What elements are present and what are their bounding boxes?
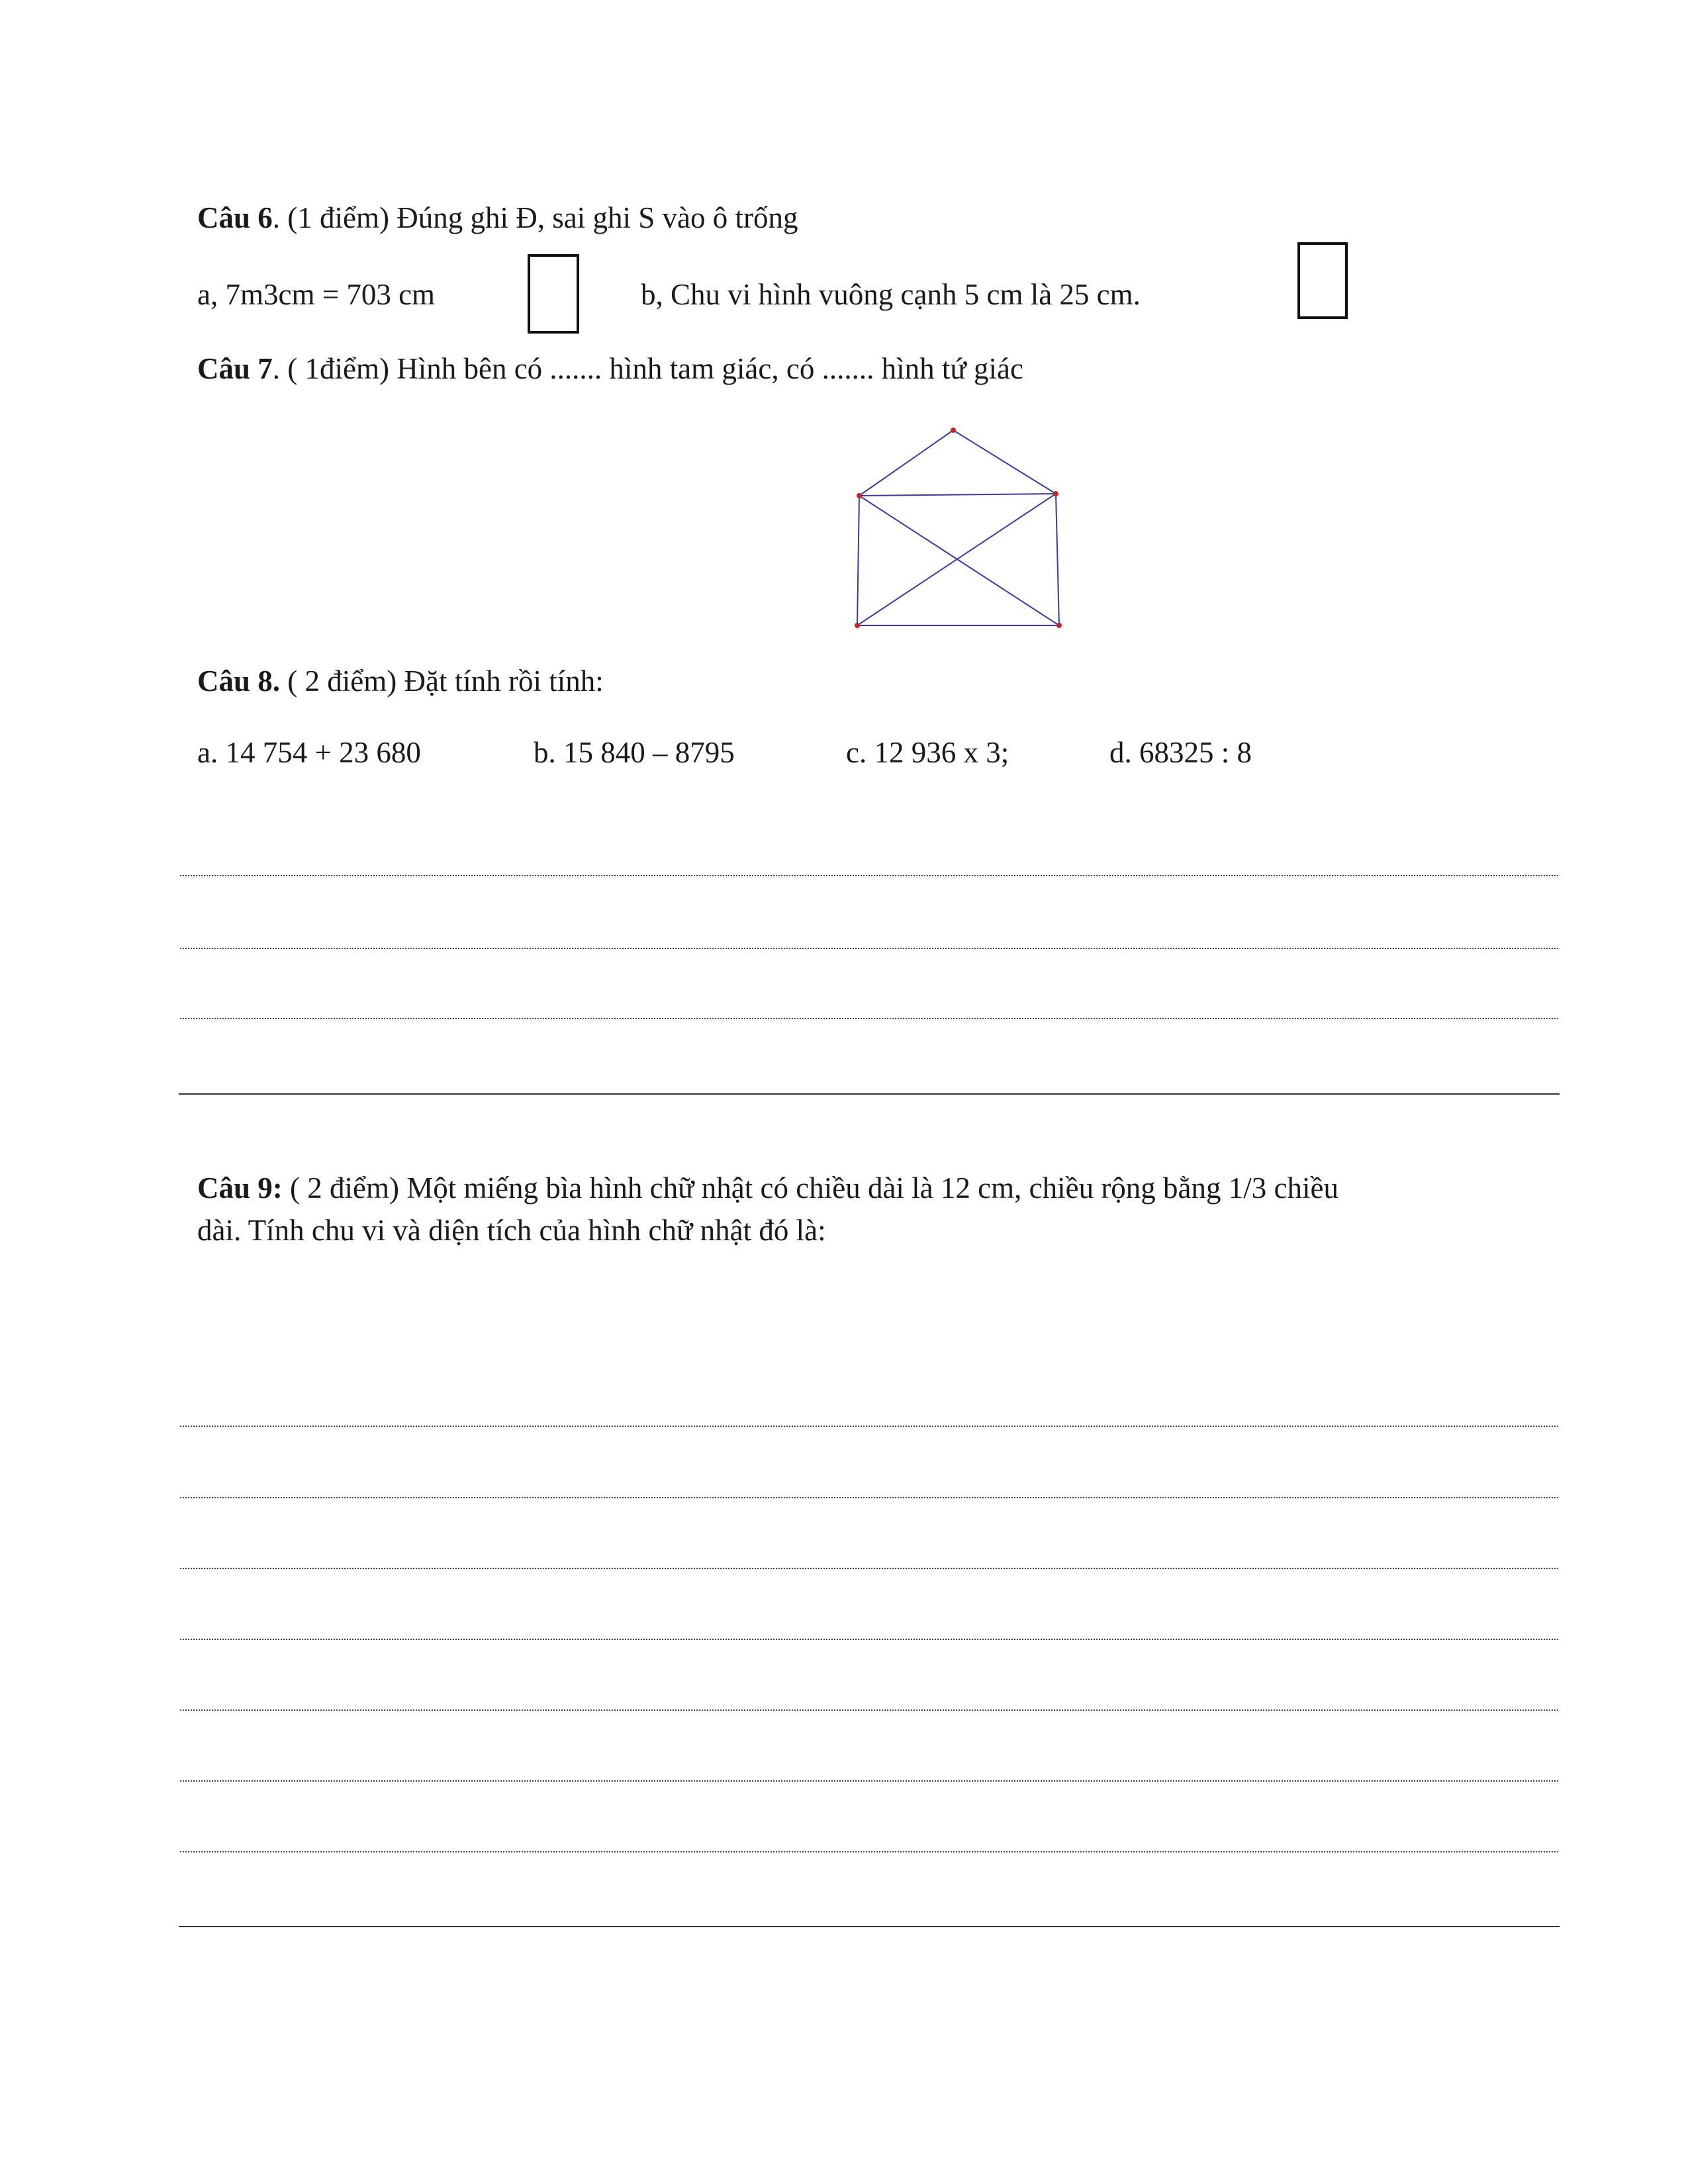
q9-label: Câu 9: bbox=[197, 1171, 283, 1205]
q8-label: Câu 8. bbox=[197, 664, 281, 698]
q9-answer-line-8[interactable] bbox=[179, 1926, 1560, 1927]
q9-text-1: ( 2 điểm) Một miếng bìa hình chữ nhật có chiều dài là 12 cm, chiều rộng bằng 1/3 chiều bbox=[282, 1171, 1338, 1205]
q6-answer-box-a[interactable] bbox=[528, 254, 579, 334]
q8-item-a: a. 14 754 + 23 680 bbox=[197, 736, 421, 769]
q6-instruction: . (1 điểm) Đúng ghi Đ, sai ghi S vào ô trống bbox=[272, 201, 798, 234]
point-top bbox=[951, 428, 956, 433]
q9-answer-line-7[interactable] bbox=[180, 1851, 1558, 1852]
diagonal-line-1 bbox=[859, 496, 1059, 625]
q7-question: . ( 1điểm) Hình bên có ....... hình tam giác, có ....... hình tứ giác bbox=[272, 352, 1023, 385]
q9-answer-line-3[interactable] bbox=[180, 1568, 1558, 1569]
q8-item-b: b. 15 840 – 8795 bbox=[534, 736, 735, 769]
figure-lines bbox=[857, 430, 1059, 625]
q9-answer-line-5[interactable] bbox=[180, 1709, 1558, 1711]
point-upper-right bbox=[1053, 491, 1058, 496]
q8-answer-line-2[interactable] bbox=[180, 948, 1558, 949]
q8-answer-line-3[interactable] bbox=[180, 1018, 1558, 1019]
q9-answer-line-1[interactable] bbox=[180, 1426, 1558, 1427]
q6-item-a: a, 7m3cm = 703 cm bbox=[197, 278, 436, 311]
q6-heading bbox=[197, 200, 798, 236]
q7-figure bbox=[827, 410, 1079, 635]
q9-answer-line-4[interactable] bbox=[180, 1639, 1558, 1640]
roof-right-line bbox=[953, 430, 1056, 494]
q6-label: Câu 6 bbox=[197, 201, 273, 234]
point-lower-left bbox=[855, 623, 860, 628]
point-upper-left bbox=[857, 493, 862, 498]
q8-answer-line-1[interactable] bbox=[180, 875, 1558, 876]
figure-points bbox=[855, 428, 1062, 628]
q6-answer-box-b[interactable] bbox=[1297, 242, 1348, 319]
q7-heading bbox=[197, 351, 1023, 387]
q8-item-c: c. 12 936 x 3; bbox=[846, 736, 1009, 769]
q9-line-2: dài. Tính chu vi và diện tích của hình chữ nhật đó là: bbox=[197, 1214, 826, 1247]
roof-left-line bbox=[859, 430, 953, 496]
q8-item-d: d. 68325 : 8 bbox=[1109, 736, 1252, 769]
q8-answer-line-4[interactable] bbox=[179, 1093, 1560, 1095]
q8-instruction: ( 2 điểm) Đặt tính rồi tính: bbox=[280, 664, 604, 698]
q9-line-1 bbox=[197, 1170, 1338, 1206]
point-lower-right bbox=[1056, 623, 1062, 628]
q8-heading bbox=[197, 663, 604, 699]
q9-answer-line-2[interactable] bbox=[180, 1497, 1558, 1498]
left-line bbox=[857, 496, 859, 625]
top-line bbox=[859, 494, 1056, 496]
q6-item-b: b, Chu vi hình vuông cạnh 5 cm là 25 cm. bbox=[641, 278, 1141, 311]
q9-answer-line-6[interactable] bbox=[180, 1780, 1558, 1782]
right-line bbox=[1056, 494, 1059, 625]
q7-label: Câu 7 bbox=[197, 352, 273, 385]
